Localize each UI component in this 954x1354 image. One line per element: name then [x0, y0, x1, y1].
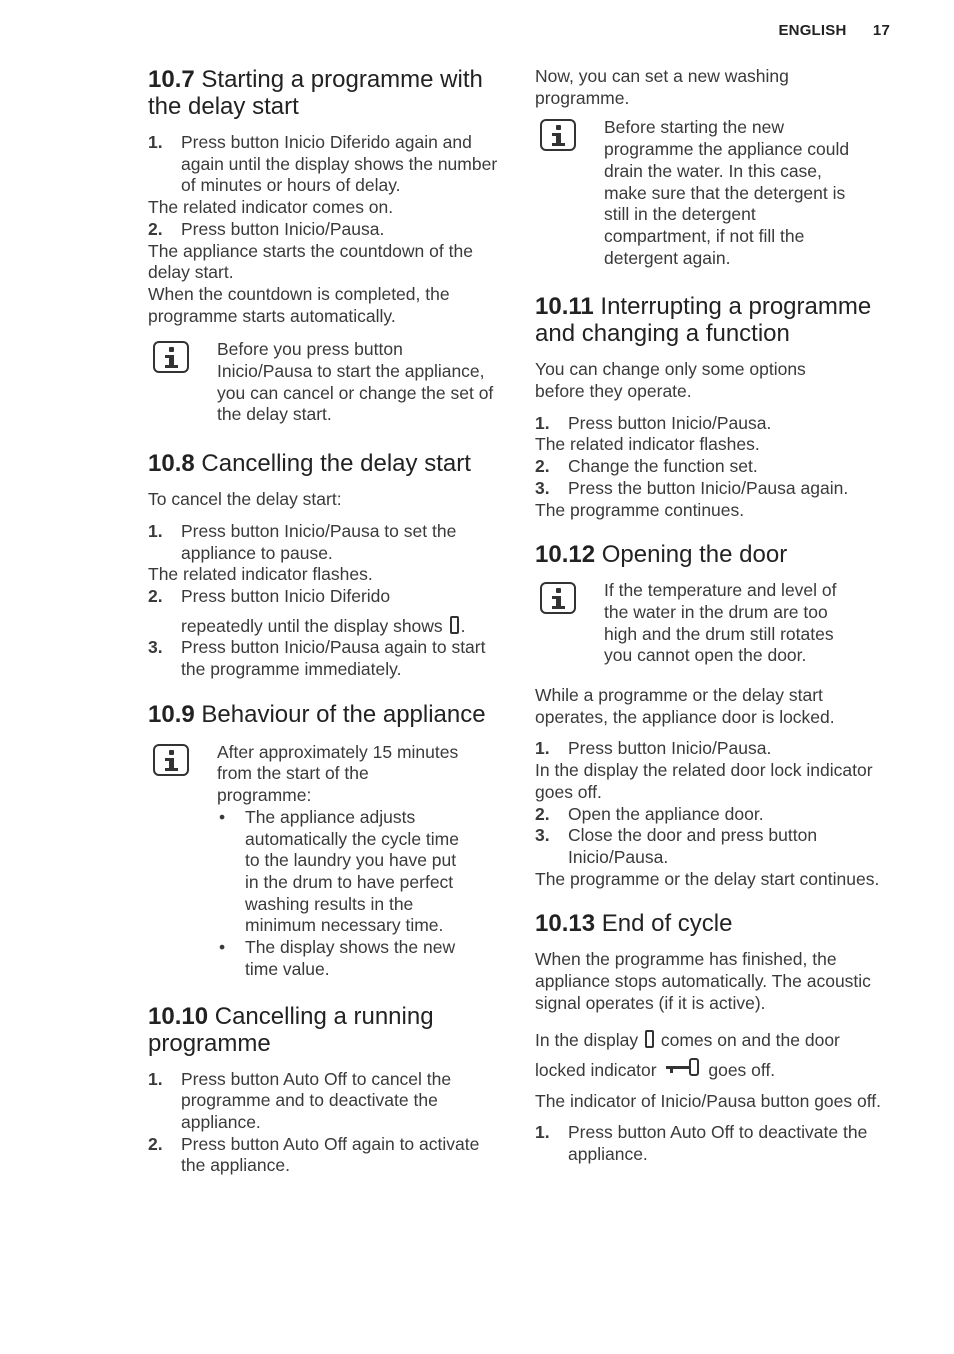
info-note: Before you press button Inicio/Pausa to start the appliance, you can cancel or change the set of the delay start. [148, 339, 500, 426]
section-intro: To cancel the delay start: [148, 489, 342, 510]
step-2: 2. Press button Auto Off again to activate the appliance. [148, 1133, 480, 1176]
section-title: 10.9 Behaviour of the appliance [148, 700, 486, 728]
door-lock-text: While a programme or the delay start operates, the appliance door is locked. [535, 685, 835, 727]
section-10-13 [535, 910, 895, 1165]
step-3: 3. Press the button Inicio/Pausa again. [535, 477, 849, 498]
step-result: The programme or the delay start continues. [535, 868, 880, 889]
indicator-text: The indicator of Inicio/Pausa button goes off. [535, 1090, 882, 1111]
section-title: 10.8 Cancelling the delay start [148, 450, 471, 478]
step-result: When the countdown is completed, the programme starts automatically. [148, 283, 450, 326]
section-title: 10.12 Opening the door [535, 541, 788, 569]
section-title: 10.11 Interrupting a programme and changing a function [535, 293, 872, 348]
info-note: After approximately 15 minutes from the start of the programme: • The appliance adjusts automatically the cycle time to the laundry you have put in the drum to have perfect washing results in the minimum necessary time. • The display shows the new time value. [148, 742, 500, 981]
step-result: In the display the related door lock indicator goes off. [535, 760, 873, 802]
section-10-10 [148, 1003, 500, 1178]
info-icon [153, 744, 189, 776]
step-1: 1. Press button Inicio/Pausa. [535, 412, 772, 433]
step-result: The related indicator comes on. [148, 197, 394, 218]
page-number: 17 [872, 22, 890, 39]
step-1: 1. Press button Auto Off to deactivate the appliance. [535, 1122, 868, 1164]
step-2: 2. Open the appliance door. [535, 803, 764, 824]
section-title: 10.13 End of cycle [535, 910, 733, 938]
section-intro: You can change only some options before they operate. [535, 359, 806, 402]
step-result: The related indicator flashes. [535, 434, 760, 455]
end-of-cycle-text: When the programme has finished, the appliance stops automatically. The acoustic signal operates (if it is active). [535, 949, 871, 1013]
step-result: The programme continues. [535, 499, 745, 520]
step-1: 1. Press button Inicio/Pausa to set the appliance to pause. [148, 520, 457, 563]
section-10-8 [148, 450, 500, 681]
step-1: 1. Press button Inicio Diferido again and again until the display shows the number of minutes or hours of delay. [148, 132, 498, 196]
display-digit-icon [450, 616, 459, 634]
info-note: If the temperature and level of the water in the drum are too high and the drum still rotates you cannot open the door. [535, 580, 895, 667]
section-title: 10.10 Cancelling a running programme [148, 1002, 434, 1057]
section-10-7 [148, 66, 500, 426]
step-2: 2. Press button Inicio Diferido repeatedly until the display shows . [148, 585, 466, 636]
list-item: • The appliance adjusts automatically the cycle time to the laundry you have put in the drum to have perfect washing results in the minimum necessary time. [219, 806, 459, 936]
display-digit-icon [645, 1030, 654, 1048]
page-header [778, 22, 890, 39]
info-icon [540, 119, 576, 151]
step-result: The related indicator flashes. [148, 564, 373, 585]
language-label: ENGLISH [778, 22, 847, 39]
info-note: Before starting the new programme the appliance could drain the water. In this case, make sure that the detergent is still in the detergent compartment, if not fill the detergent again. [535, 117, 895, 269]
section-10-11 [535, 293, 895, 521]
step-3: 3. Close the door and press button Inicio/Pausa. [535, 825, 818, 867]
door-lock-icon [665, 1058, 699, 1076]
step-result: The appliance starts the countdown of the delay start. [148, 240, 473, 283]
section-title: 10.7 Starting a programme with the delay start [148, 66, 483, 120]
step-2: 2. Press button Inicio/Pausa. [148, 218, 385, 239]
section-10-9 [148, 701, 500, 981]
info-icon [540, 582, 576, 614]
step-2: 2. Change the function set. [535, 456, 758, 477]
display-indicator-text: In the display comes on and the door locked indicator goes off. [535, 1029, 840, 1080]
step-1: 1. Press button Inicio/Pausa. [535, 738, 772, 759]
section-10-12 [535, 541, 895, 890]
right-column [535, 66, 895, 1166]
info-icon [153, 341, 189, 373]
step-1: 1. Press button Auto Off to cancel the programme and to deactivate the appliance. [148, 1068, 452, 1132]
intro-text: Now, you can set a new washing programme. [535, 66, 789, 108]
left-column [148, 66, 500, 1177]
step-3: 3. Press button Inicio/Pausa again to start the programme immediately. [148, 637, 486, 680]
list-item: • The display shows the new time value. [219, 937, 456, 979]
